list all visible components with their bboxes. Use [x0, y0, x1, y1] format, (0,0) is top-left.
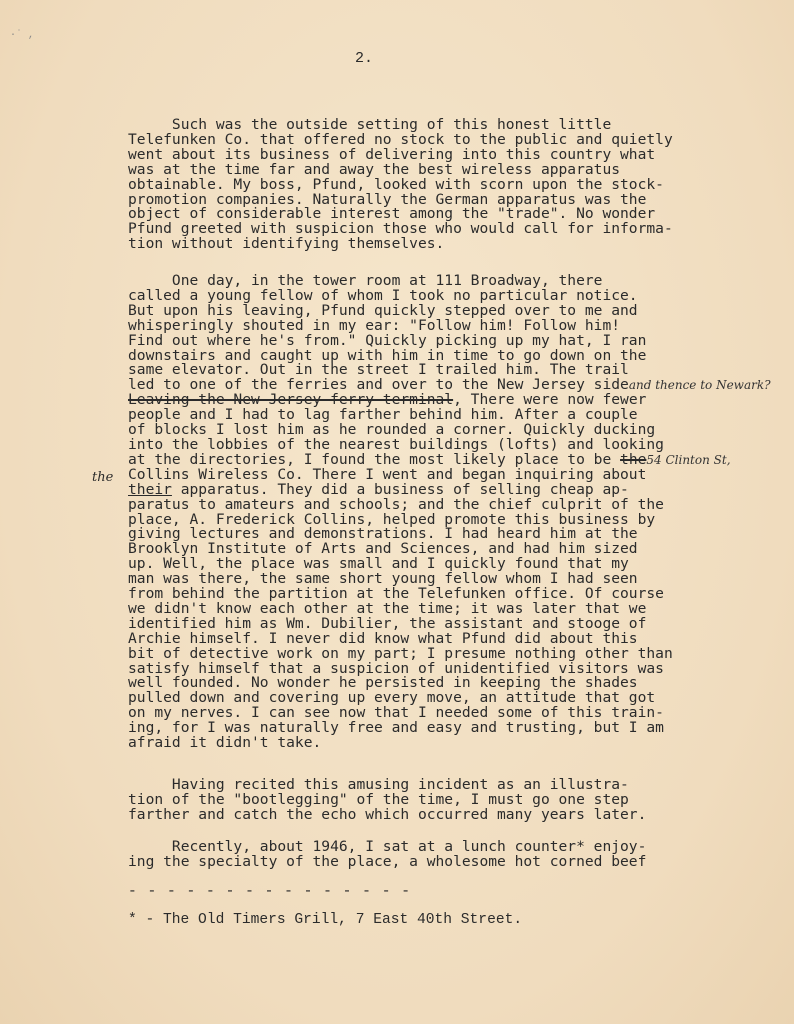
p2-line: same elevator. Out in the street I trailed him. The trail — [128, 361, 629, 379]
p2-line: Find out where he's from." Quickly picking up my hat, I ran — [128, 331, 647, 349]
p2-line: led to one of the ferries and over to the New Jersey side — [128, 376, 629, 394]
footnote-separator: - - - - - - - - - - - - - - - — [128, 884, 411, 900]
struck-text: Leaving the New Jersey ferry terminal — [128, 391, 454, 409]
p2-line: whisperingly shouted in my ear: "Follow him! Follow him! — [128, 316, 621, 334]
paragraph-2 — [128, 272, 771, 752]
p2-line: downstairs and caught up with him in time to go down on the — [128, 346, 647, 364]
struck-text: the — [620, 450, 647, 468]
handwritten-insert: and thence to Newark? — [628, 378, 771, 393]
p2-rest: paratus to amateurs and schools; and the chief culprit of the place, A. Frederick Collins, helped promote this business by giving lectures and demonstrations. I had heard him at the Brooklyn Institute of Arts and Sciences, and had him sized up. Well, the place was small and I quickly found that my man was there, the same short young fellow whom I had seen from behind the partition at the Telefunken office. Of course we didn't know each other at the time; it was later that we identified him as Wm. Dubilier, the assistant and stooge of Archie himself. I never did know what Pfund did about this bit of detective work on my part; I presume nothing other than satisfy himself that a suspicion of unidentified visitors was well founded. No wonder he persisted in keeping the shades pulled down and covering up every move, an attitude that got on my nerves. I can see now that I needed some of this train- ing, for I was naturally free and easy and trusting, but I am afraid it didn't take. — [128, 495, 673, 752]
p2-line: people and I had to lag farther behind him. After a couple — [128, 406, 638, 424]
paragraph-4: Recently, about 1946, I sat at a lunch counter* enjoy- ing the specialty of the place, a wholesome hot corned beef — [128, 838, 647, 870]
p2-line: of blocks I lost him as he rounded a corner. Quickly ducking — [128, 421, 656, 439]
p2-line: into the lobbies of the nearest buildings (lofts) and looking — [128, 435, 664, 453]
p2-line: One day, in the tower room at 111 Broadway, there — [128, 272, 603, 289]
page-number: 2. — [355, 50, 374, 67]
paragraph-3: Having recited this amusing incident as an illustra- tion of the "bootlegging" of the time, I must go one step farther and catch the echo which occurred many years later. — [128, 776, 647, 823]
margin-handwritten-note: the — [92, 470, 114, 485]
p2-line: But upon his leaving, Pfund quickly stepped over to me and — [128, 301, 638, 319]
p2-line: called a young fellow of whom I took no particular notice. — [128, 286, 638, 304]
p2-line: at the directories, I found the most likely place to be — [128, 450, 621, 468]
p2-line: Collins Wireless Co. There I went and began inquiring about — [128, 465, 647, 483]
underlined-word: their — [128, 480, 172, 498]
p2-line: apparatus. They did a business of selling cheap ap- — [171, 480, 629, 498]
corner-marks: ·˙ , — [10, 30, 35, 41]
footnote: * - The Old Timers Grill, 7 East 40th Street. — [128, 912, 523, 928]
handwritten-insert: 54 Clinton St, — [646, 452, 731, 467]
paragraph-1: Such was the outside setting of this honest little Telefunken Co. that offered no stock to the public and quietly went about its business of delivering into this country what was at the time far and away the best wireless apparatus obtainable. My boss, Pfund, looked with scorn upon the stock- promotion companies. Naturally the German apparatus was the object of considerable interest among the "trade". No wonder Pfund greeted with suspicion those who would call for informa- tion without identifying themselves. — [128, 116, 673, 253]
p2-line: , There were now fewer — [453, 391, 647, 409]
